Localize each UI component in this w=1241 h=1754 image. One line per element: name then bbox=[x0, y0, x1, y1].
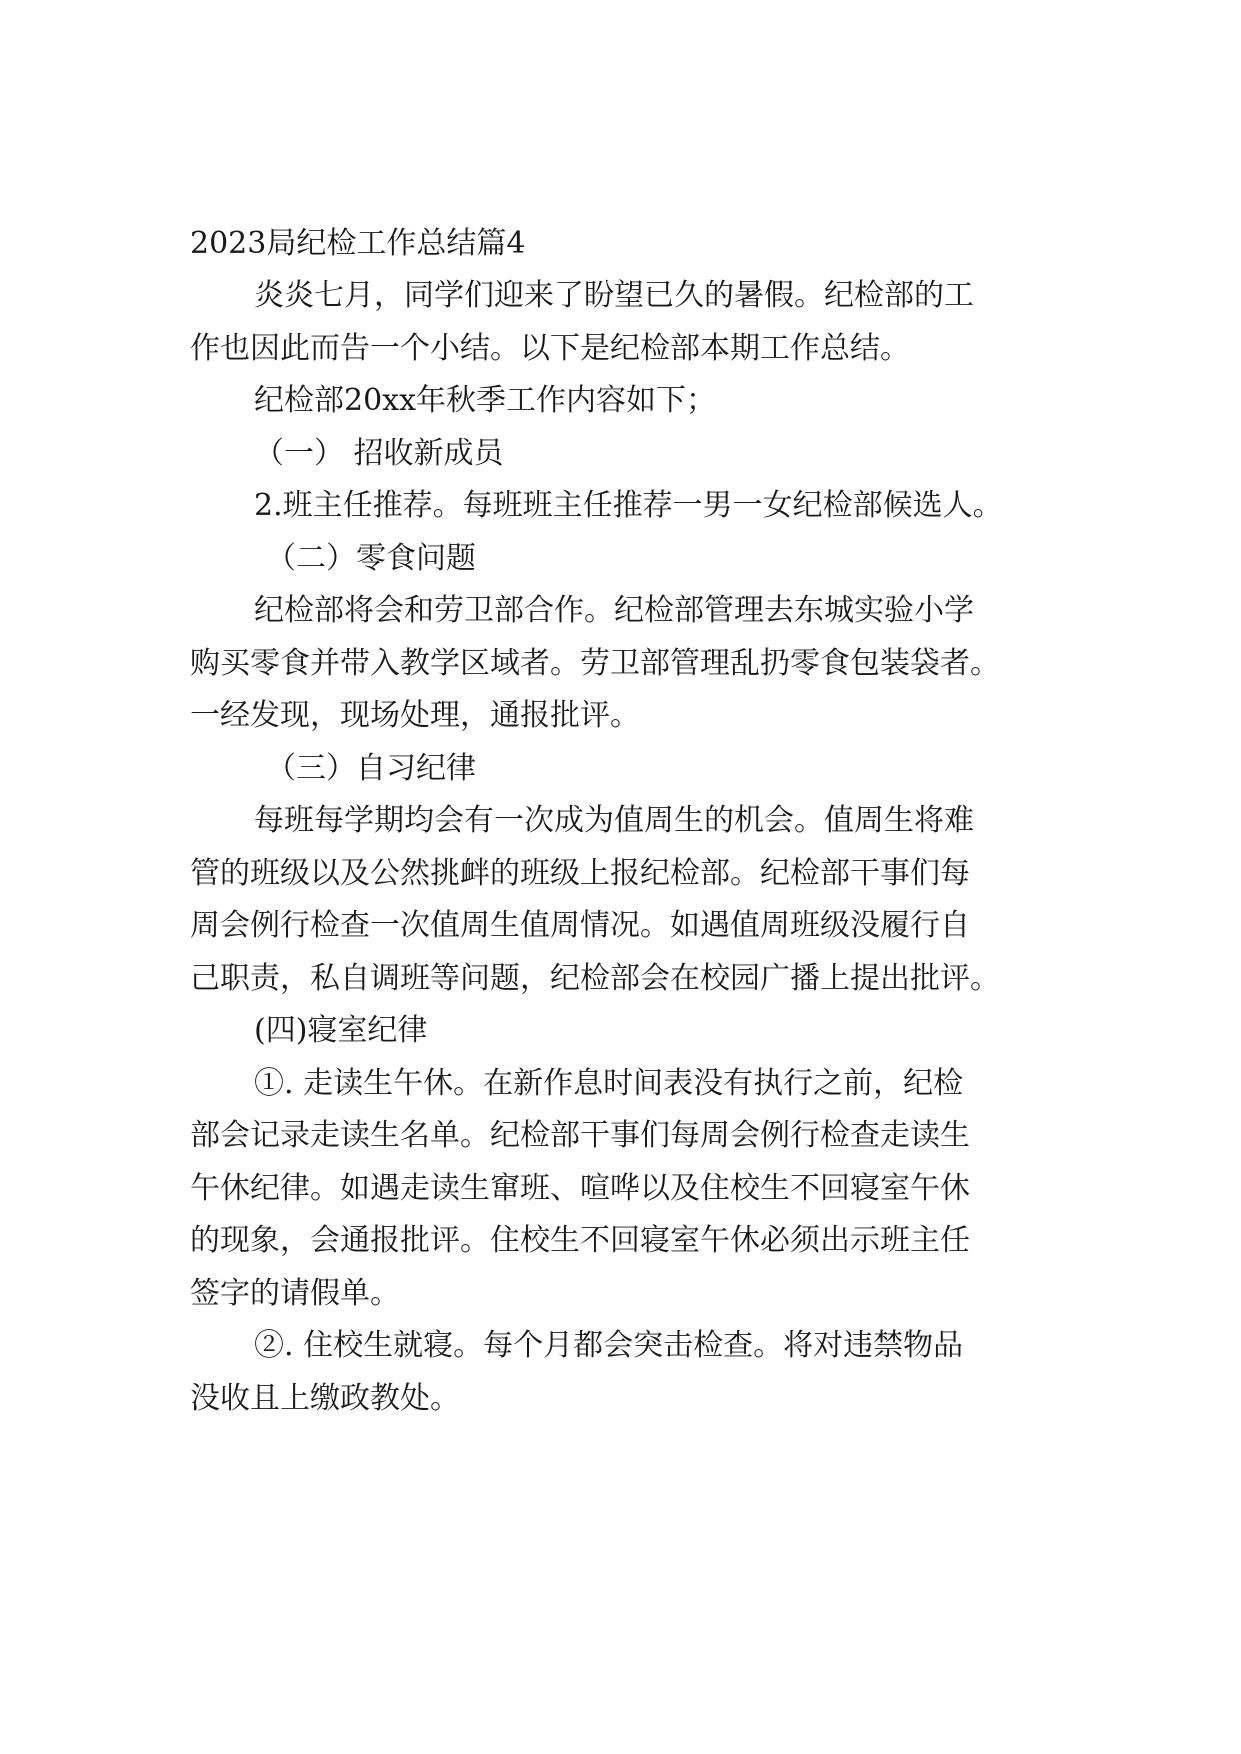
paragraph-line: 签字的请假单。 bbox=[190, 1275, 400, 1311]
section-heading: （三）自习纪律 bbox=[266, 750, 476, 786]
paragraph-line: 2.班主任推荐。每班班主任推荐一男一女纪检部候选人。 bbox=[254, 488, 1003, 523]
paragraph-line: 纪检部将会和劳卫部合作。纪检部管理去东城实验小学 bbox=[254, 593, 974, 628]
section-heading: (四)寝室纪律 bbox=[254, 1013, 428, 1048]
paragraph-line: 午休纪律。如遇走读生窜班、喧哗以及住校生不回寝室午休 bbox=[190, 1170, 970, 1206]
paragraph-line: ②. 住校生就寝。每个月都会突击检查。将对违禁物品 bbox=[254, 1328, 964, 1363]
paragraph-line: 部会记录走读生名单。纪检部干事们每周会例行检查走读生 bbox=[190, 1118, 970, 1153]
paragraph-line: ①. 走读生午休。在新作息时间表没有执行之前，纪检 bbox=[254, 1065, 964, 1101]
paragraph-line: 纪检部20xx年秋季工作内容如下； bbox=[254, 383, 717, 418]
paragraph-line: 一经发现，现场处理，通报批评。 bbox=[190, 698, 640, 733]
section-heading: （二）零食问题 bbox=[266, 540, 476, 576]
paragraph-line: 管的班级以及公然挑衅的班级上报纪检部。纪检部干事们每 bbox=[190, 855, 970, 891]
paragraph-line: 炎炎七月，同学们迎来了盼望已久的暑假。纪检部的工 bbox=[254, 278, 974, 313]
paragraph-line: 没收且上缴政教处。 bbox=[190, 1380, 460, 1416]
paragraph-line: 的现象，会通报批评。住校生不回寝室午休必须出示班主任 bbox=[190, 1223, 970, 1258]
document-body bbox=[190, 218, 1060, 1425]
document-title: 2023局纪检工作总结篇4 bbox=[190, 226, 526, 261]
paragraph-line: 己职责，私自调班等问题，纪检部会在校园广播上提出批评。 bbox=[190, 960, 1000, 996]
paragraph-line: 每班每学期均会有一次成为值周生的机会。值周生将难 bbox=[254, 803, 974, 838]
section-heading: （一） 招收新成员 bbox=[254, 435, 504, 471]
paragraph-line: 购买零食并带入教学区域者。劳卫部管理乱扔零食包装袋者。 bbox=[190, 645, 1000, 681]
paragraph-line: 作也因此而告一个小结。以下是纪检部本期工作总结。 bbox=[190, 330, 910, 366]
paragraph-line: 周会例行检查一次值周生值周情况。如遇值周班级没履行自 bbox=[190, 908, 970, 943]
